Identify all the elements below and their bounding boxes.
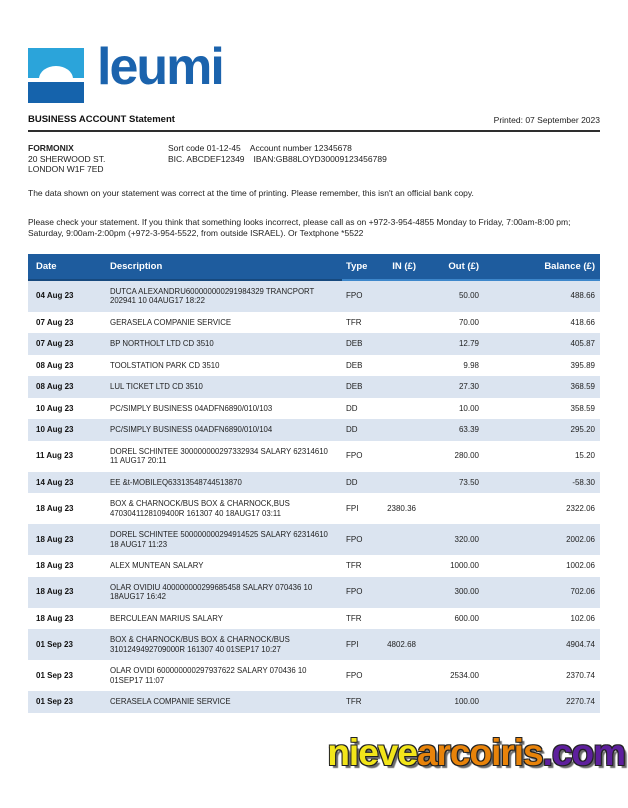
table-row (28, 660, 600, 691)
cell-in (382, 398, 420, 420)
cell-type: DD (346, 425, 358, 434)
table-row (28, 355, 600, 377)
cell-bal: 2322.06 (566, 503, 595, 513)
cell-type: FPO (346, 291, 363, 301)
cell-bal: 2370.74 (566, 670, 595, 680)
cell-type: FPO (346, 534, 363, 544)
leumi-wordmark: leumi (97, 38, 223, 96)
cell-type: DD (346, 403, 358, 413)
cell-date: 08 Aug 23 (36, 360, 74, 370)
table-row (28, 419, 600, 441)
cell-out: 73.50 (458, 477, 479, 487)
cell-out: 10.00 (458, 403, 479, 413)
cell-desc: CERASELA COMPANIE SERVICE (110, 697, 231, 706)
statement-title: BUSINESS ACCOUNT Statement (28, 114, 175, 125)
table-row (28, 333, 600, 355)
column-header-in: IN (£) (382, 254, 420, 280)
cell-date: 04 Aug 23 (36, 291, 74, 301)
watermark-part2: arcoiris (416, 732, 543, 773)
cell-in (382, 660, 420, 691)
account-holder-block (28, 143, 168, 175)
cell-type: FPO (346, 670, 363, 680)
account-number: Account number 12345678 (249, 143, 352, 153)
cell-type: DD (346, 477, 358, 487)
cell-date: 07 Aug 23 (36, 317, 74, 327)
site-watermark (327, 734, 625, 771)
cell-bal: 702.06 (570, 587, 595, 597)
cell-bal: 15.20 (574, 451, 595, 461)
cell-desc: OLAR OVIDI 600000000297937622 SALARY 070436 10 01SEP17 11:07 (110, 666, 307, 685)
cell-in (382, 441, 420, 472)
cell-bal: 488.66 (570, 291, 595, 301)
cell-in (382, 524, 420, 555)
cell-out: 100.00 (454, 697, 479, 706)
cell-type: FPI (346, 639, 359, 649)
table-row (28, 493, 600, 524)
cell-out: 50.00 (458, 291, 479, 301)
cell-out (420, 629, 482, 660)
cell-in (382, 355, 420, 377)
account-address-line1: 20 SHERWOOD ST. (28, 153, 106, 164)
table-row (28, 691, 600, 713)
account-info (28, 143, 600, 175)
cell-desc: DOREL SCHINTEE 500000000294914525 SALARY 62314610 18 AUG17 11:23 (110, 530, 328, 549)
cell-in (382, 555, 420, 577)
cell-bal: -58.30 (572, 477, 595, 487)
table-row (28, 608, 600, 630)
cell-in (382, 691, 420, 713)
cell-desc: BOX & CHARNOCK/BUS BOX & CHARNOCK/BUS 3101249492709000R 161307 40 01SEP17 10:27 (110, 635, 290, 654)
cell-out (420, 493, 482, 524)
cell-desc: ALEX MUNTEAN SALARY (110, 561, 204, 570)
cell-date: 11 Aug 23 (36, 451, 74, 461)
cell-type: FPO (346, 587, 363, 597)
iban: IBAN:GB88LOYD30009123456789 (253, 153, 387, 164)
logo-bottom-block (28, 82, 84, 103)
cell-date: 10 Aug 23 (36, 403, 74, 413)
account-numbers-block (168, 143, 387, 175)
table-row (28, 524, 600, 555)
cell-type: TFR (346, 613, 362, 623)
cell-bal: 395.89 (570, 360, 595, 370)
column-header-date: Date (28, 254, 106, 280)
check-statement-notice: Please check your statement. If you think that something looks incorrect, please call as on +972-3-954-4855 Monday to Friday, 7:00am-8:00 pm; Saturday, 9:00am-2:00pm (+972-3-954-5522, from outside ISRAEL). Or Textphone *5522 (28, 216, 571, 238)
cell-desc: LUL TICKET LTD CD 3510 (110, 382, 203, 391)
cell-bal: 418.66 (570, 317, 595, 327)
cell-date: 07 Aug 23 (36, 339, 74, 348)
table-row (28, 280, 600, 312)
sort-code: Sort code 01-12-45 (168, 143, 241, 153)
logo-wave-shape (39, 66, 74, 78)
watermark-part3: .com (542, 732, 625, 773)
cell-desc: PC/SIMPLY BUSINESS 04ADFN6890/010/104 (110, 425, 273, 434)
cell-out: 300.00 (454, 587, 479, 597)
logo-top-block (28, 48, 84, 78)
cell-date: 14 Aug 23 (36, 477, 74, 487)
cell-date: 18 Aug 23 (36, 613, 74, 623)
cell-in (382, 312, 420, 334)
printed-date: Printed: 07 September 2023 (493, 115, 600, 125)
column-header-type: Type (342, 254, 382, 280)
table-row (28, 577, 600, 608)
leumi-logo-icon (28, 48, 84, 103)
cell-in (382, 419, 420, 441)
cell-in: 4802.68 (387, 639, 416, 649)
cell-out: 9.98 (463, 360, 479, 370)
cell-type: TFR (346, 697, 362, 706)
cell-bal: 358.59 (570, 403, 595, 413)
cell-date: 01 Sep 23 (36, 697, 73, 706)
column-header-balance: Balance (£) (482, 254, 600, 280)
cell-desc: TOOLSTATION PARK CD 3510 (110, 360, 220, 370)
cell-out: 12.79 (458, 339, 479, 348)
cell-desc: BOX & CHARNOCK/BUS BOX & CHARNOCK,BUS 4703041128109400R 161307 40 18AUG17 03:11 (110, 499, 290, 518)
table-row (28, 312, 600, 334)
account-address-line2: LONDON W1F 7ED (28, 164, 104, 174)
cell-in: 2380.36 (387, 503, 416, 513)
cell-out: 1000.00 (450, 561, 479, 570)
cell-date: 18 Aug 23 (36, 561, 74, 570)
cell-date: 18 Aug 23 (36, 503, 74, 513)
cell-desc: EE &t-MOBILEQ63313548744513870 (110, 477, 242, 487)
transactions-table (28, 254, 600, 713)
cell-type: FPI (346, 503, 359, 513)
cell-bal: 2270.74 (566, 697, 595, 706)
cell-desc: GERASELA COMPANIE SERVICE (110, 317, 232, 327)
cell-type: DEB (346, 339, 363, 348)
cell-in (382, 376, 420, 398)
cell-in (382, 608, 420, 630)
cell-date: 10 Aug 23 (36, 425, 74, 434)
cell-bal: 368.59 (570, 382, 595, 391)
cell-bal: 1002.06 (566, 561, 595, 570)
cell-in (382, 280, 420, 312)
cell-type: DEB (346, 360, 363, 370)
cell-out: 600.00 (454, 613, 479, 623)
cell-in (382, 333, 420, 355)
cell-date: 08 Aug 23 (36, 382, 74, 391)
column-header-out: Out (£) (420, 254, 482, 280)
cell-date: 01 Sep 23 (36, 639, 73, 649)
cell-type: DEB (346, 382, 363, 391)
cell-bal: 295.20 (570, 425, 595, 434)
table-header-row (28, 254, 600, 280)
cell-desc: BERCULEAN MARIUS SALARY (110, 613, 223, 623)
account-holder-name: FORMONIX (28, 143, 74, 153)
cell-out: 70.00 (458, 317, 479, 327)
leumi-logo (28, 0, 600, 102)
table-row (28, 629, 600, 660)
cell-in (382, 472, 420, 494)
cell-desc: OLAR OVIDIU 400000000299685458 SALARY 070436 10 18AUG17 16:42 (110, 582, 313, 601)
cell-out: 320.00 (454, 534, 479, 544)
cell-desc: PC/SIMPLY BUSINESS 04ADFN6890/010/103 (110, 403, 273, 413)
cell-date: 18 Aug 23 (36, 587, 74, 597)
watermark-part1: nieve (327, 732, 417, 773)
cell-out: 27.30 (458, 382, 479, 391)
cell-type: TFR (346, 317, 362, 327)
cell-bal: 405.87 (570, 339, 595, 348)
cell-type: TFR (346, 561, 362, 570)
table-row (28, 398, 600, 420)
statement-header (28, 114, 600, 132)
transactions-body (28, 280, 600, 713)
cell-type: FPO (346, 451, 363, 461)
column-header-description: Description (106, 254, 342, 280)
cell-desc: DUTCA ALEXANDRU600000000291984329 TRANCPORT 202941 10 04AUG17 18:22 (110, 286, 315, 305)
table-row (28, 376, 600, 398)
cell-bal: 2002.06 (566, 534, 595, 544)
cell-date: 18 Aug 23 (36, 534, 74, 544)
cell-out: 2534.00 (450, 670, 479, 680)
cell-in (382, 577, 420, 608)
cell-desc: BP NORTHOLT LTD CD 3510 (110, 339, 214, 348)
table-row (28, 472, 600, 494)
table-row (28, 441, 600, 472)
cell-date: 01 Sep 23 (36, 670, 73, 680)
table-row (28, 555, 600, 577)
bic: BIC. ABCDEF12349 (168, 153, 245, 164)
cell-out: 63.39 (458, 425, 479, 434)
cell-desc: DOREL SCHINTEE 300000000297332934 SALARY 62314610 11 AUG17 20:11 (110, 446, 328, 465)
cell-bal: 4904.74 (566, 639, 595, 649)
accuracy-notice: The data shown on your statement was correct at the time of printing. Please remember, this isn't an official bank copy. (28, 187, 474, 198)
cell-bal: 102.06 (570, 613, 595, 623)
cell-out: 280.00 (454, 451, 479, 461)
